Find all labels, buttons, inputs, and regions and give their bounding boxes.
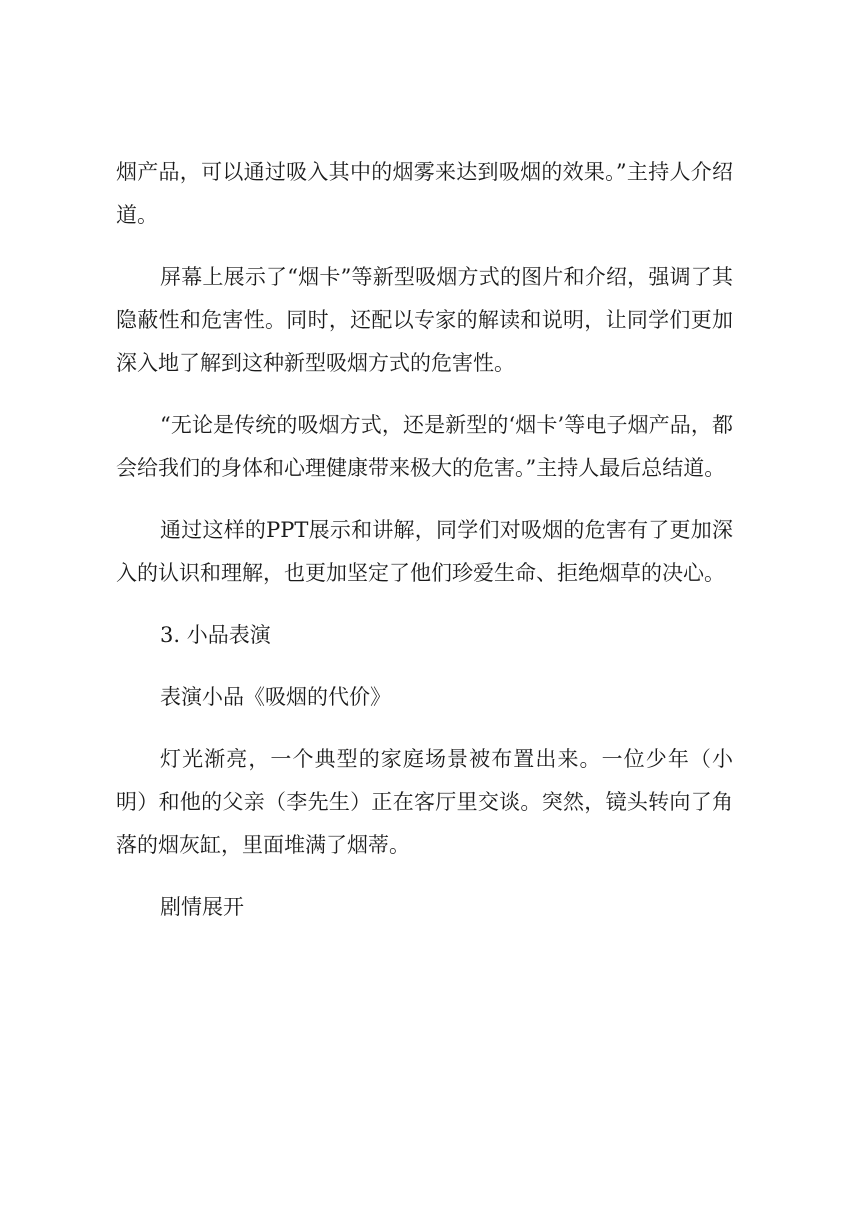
paragraph-2: 屏幕上展示了“烟卡”等新型吸烟方式的图片和介绍，强调了其隐蔽性和危害性。同时，还配以专家的解读和说明，让同学们更加深入地了解到这种新型吸烟方式的危害性。: [116, 265, 733, 375]
paragraph-3: “无论是传统的吸烟方式，还是新型的‘烟卡’等电子烟产品，都会给我们的身体和心理健康带来极大的危害。”主持人最后总结道。: [116, 413, 733, 480]
skit-title: 表演小品《吸烟的代价》: [160, 685, 391, 709]
paragraph-4: 通过这样的PPT展示和讲解，同学们对吸烟的危害有了更加深入的认识和理解，也更加坚定了他们珍爱生命、拒绝烟草的决心。: [116, 518, 733, 585]
document-body: [116, 151, 733, 948]
paragraph-8: 剧情展开: [160, 895, 244, 919]
paragraph-7: 灯光渐亮，一个典型的家庭场景被布置出来。一位少年（小明）和他的父亲（李先生）正在客厅里交谈。突然，镜头转向了角落的烟灰缸，里面堆满了烟蒂。: [116, 747, 733, 857]
paragraph-1: 烟产品，可以通过吸入其中的烟雾来达到吸烟的效果。”主持人介绍道。: [116, 160, 733, 227]
section-heading-skit: 3. 小品表演: [160, 623, 271, 647]
